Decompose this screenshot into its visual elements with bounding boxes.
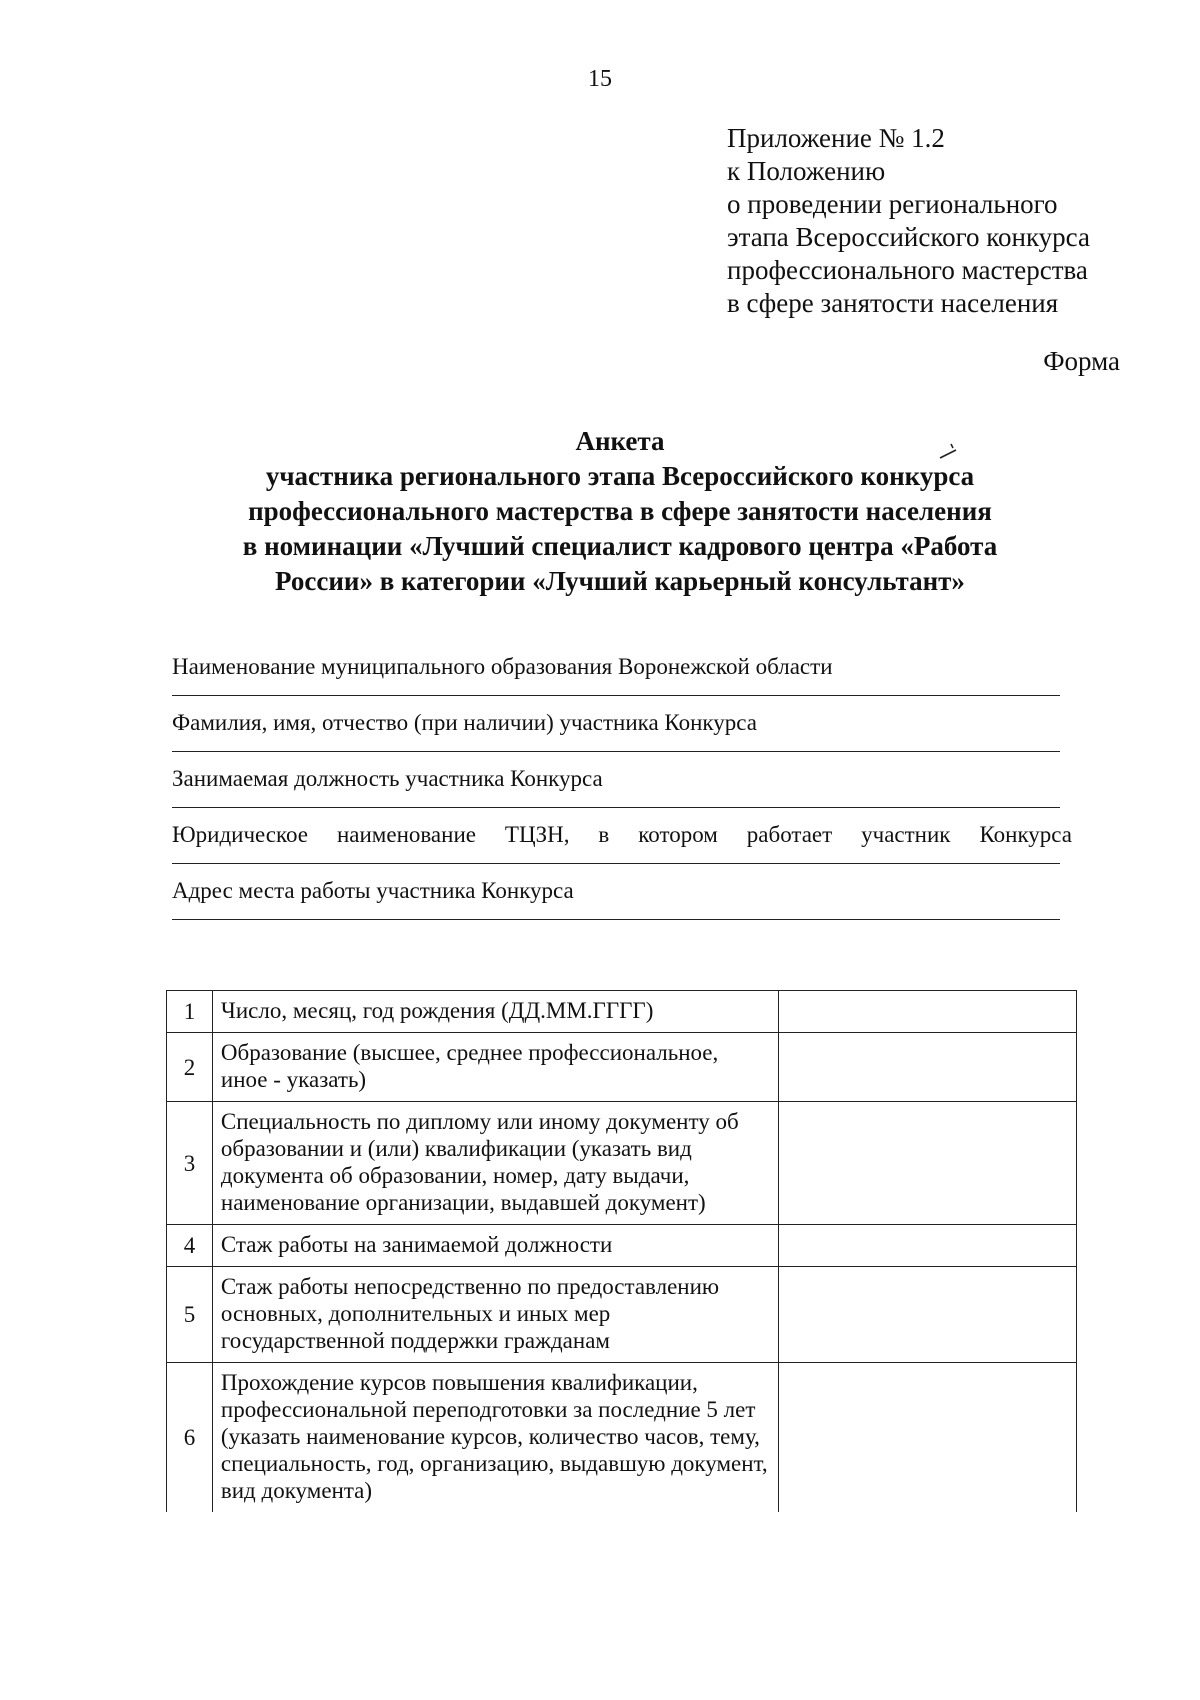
table-row xyxy=(167,1363,1077,1513)
field-input-line[interactable] xyxy=(172,751,1060,752)
table-row xyxy=(167,1102,1077,1225)
field-label: Наименование муниципального образования Воронежской области xyxy=(172,654,833,679)
appendix-line: профессионального мастерства xyxy=(727,255,1088,285)
title-line: России» в категории «Лучший карьерный консультант» xyxy=(275,566,965,596)
field-input-line[interactable] xyxy=(172,807,1060,808)
row-question: Число, месяц, год рождения (ДД.ММ.ГГГГ) xyxy=(212,991,778,1033)
appendix-line: в сфере занятости населения xyxy=(727,288,1059,318)
row-number: 5 xyxy=(167,1267,213,1363)
title-line: Анкета xyxy=(575,426,665,456)
table-row xyxy=(167,1267,1077,1363)
appendix-line: Приложение № 1.2 xyxy=(727,123,945,153)
form-label: Форма xyxy=(1043,346,1120,376)
field-label: Фамилия, имя, отчество (при наличии) участника Конкурса xyxy=(172,710,757,735)
field-employer-name[interactable] xyxy=(172,816,1072,872)
appendix-line: этапа Всероссийского конкурса xyxy=(727,222,1090,252)
row-number: 4 xyxy=(167,1225,213,1267)
field-input-line[interactable] xyxy=(172,695,1060,696)
field-work-address[interactable] xyxy=(172,872,1060,928)
row-number: 2 xyxy=(167,1033,213,1102)
participant-fields xyxy=(172,648,1072,928)
row-answer-cell[interactable] xyxy=(779,1363,1077,1513)
field-label: Адрес места работы участника Конкурса xyxy=(172,878,574,903)
row-answer-cell[interactable] xyxy=(779,1102,1077,1225)
row-question: Специальность по диплому или иному документу об образовании и (или) квалификации (указать вид документа об образовании, номер, дату выдачи, наименование организации, выдавшей документ) xyxy=(212,1102,778,1225)
row-answer-cell[interactable] xyxy=(779,1225,1077,1267)
row-question: Стаж работы непосредственно по предоставлению основных, дополнительных и иных мер государственной поддержки гражданам xyxy=(212,1267,778,1363)
field-municipality[interactable] xyxy=(172,648,1060,704)
row-number: 6 xyxy=(167,1363,213,1513)
field-label: Юридическое наименование ТЦЗН, в котором работает участник Конкурса xyxy=(172,822,1072,847)
appendix-line: о проведении регионального xyxy=(727,189,1058,219)
row-question: Образование (высшее, среднее профессиональное, иное - указать) xyxy=(212,1033,778,1102)
page-number: 15 xyxy=(588,66,612,92)
row-question: Прохождение курсов повышения квалификации, профессиональной переподготовки за последние 5 лет (указать наименование курсов, количество часов, тему, специальность, год, организацию, выдавшую документ, вид документа) xyxy=(212,1363,778,1513)
field-input-line[interactable] xyxy=(172,919,1060,920)
field-full-name[interactable] xyxy=(172,704,1060,760)
field-label: Занимаемая должность участника Конкурса xyxy=(172,766,603,791)
title-line: в номинации «Лучший специалист кадрового центра «Работа xyxy=(242,531,998,561)
row-number: 3 xyxy=(167,1102,213,1225)
row-number: 1 xyxy=(167,991,213,1033)
table-row xyxy=(167,991,1077,1033)
table-row xyxy=(167,1033,1077,1102)
row-answer-cell[interactable] xyxy=(779,991,1077,1033)
appendix-note xyxy=(727,122,1167,320)
table-row xyxy=(167,1225,1077,1267)
title-line: профессионального мастерства в сфере занятости населения xyxy=(248,496,992,526)
row-question: Стаж работы на занимаемой должности xyxy=(212,1225,778,1267)
row-answer-cell[interactable] xyxy=(779,1267,1077,1363)
field-position[interactable] xyxy=(172,760,1060,816)
row-answer-cell[interactable] xyxy=(779,1033,1077,1102)
appendix-line: к Положению xyxy=(727,156,886,186)
document-title xyxy=(0,424,1200,599)
title-line: участника регионального этапа Всероссийского конкурса xyxy=(265,461,975,491)
field-input-line[interactable] xyxy=(172,863,1060,864)
questionnaire-table xyxy=(166,990,1077,1512)
